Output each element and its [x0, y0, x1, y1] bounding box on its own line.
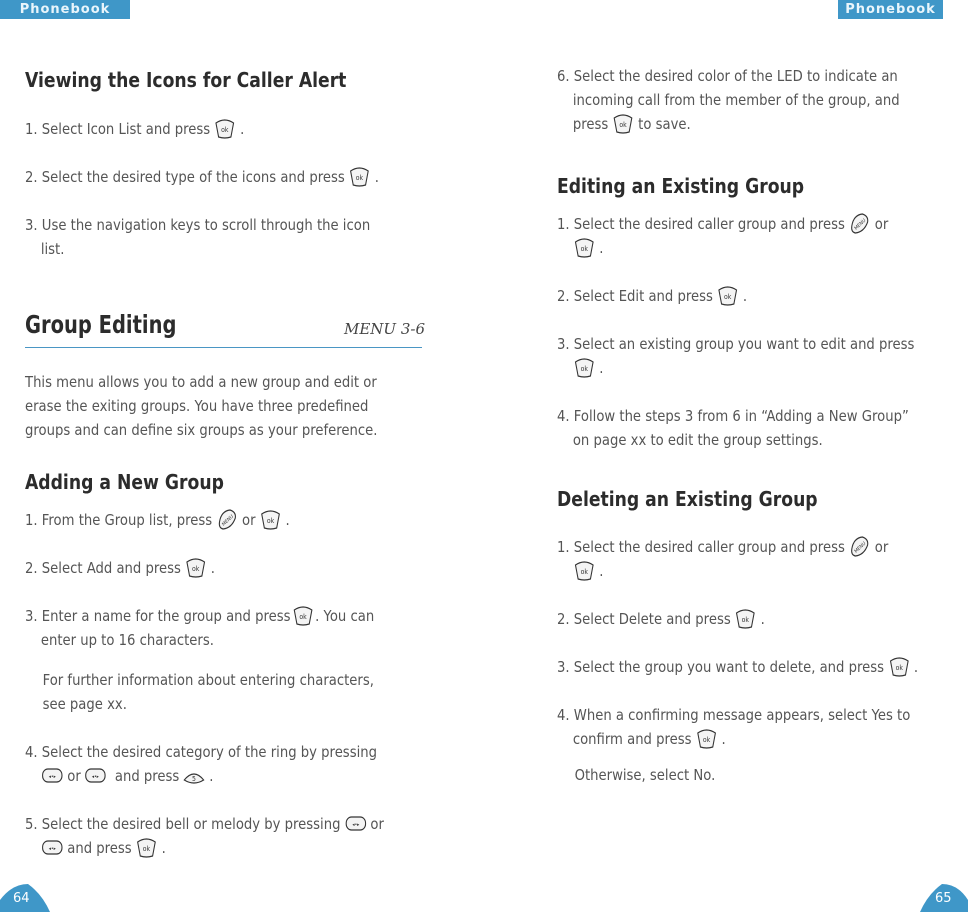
adding-group-heading: Adding a New Group [25, 470, 224, 494]
section-tab-right: Phonebook [838, 0, 943, 19]
viewing-step-2: 2. Select the desired type of the icons and press . [25, 165, 379, 189]
ok-key-icon [734, 607, 757, 629]
adding-step-4: 4. Select the desired category of the ring by pressing or and press . [25, 743, 377, 785]
group-editing-heading: Group Editing [25, 310, 177, 339]
editing-step-3: 3. Select an existing group you want to edit and press . [557, 335, 915, 377]
ok-key-icon [573, 236, 596, 258]
deleting-step-1: 1. Select the desired caller group and press or . [557, 535, 888, 583]
group-editing-intro: This menu allows you to add a new group and edit or erase the exiting groups. You have three predefined groups and can define six groups as your preference. [25, 373, 378, 439]
editing-group-heading: Editing an Existing Group [557, 174, 805, 198]
viewing-icons-heading: Viewing the Icons for Caller Alert [25, 68, 347, 92]
left-soft-key-icon [41, 764, 64, 786]
five-key-icon [183, 764, 206, 786]
section-divider [25, 347, 422, 348]
editing-step-1: 1. Select the desired caller group and press or . [557, 212, 888, 260]
ok-key-icon [695, 727, 718, 749]
section-tab-left: Phonebook [0, 0, 130, 19]
adding-step-2: 2. Select Add and press . [25, 556, 215, 580]
menu-key-icon [848, 212, 871, 234]
ok-key-icon [259, 508, 282, 530]
editing-step-2: 2. Select Edit and press . [557, 284, 747, 308]
viewing-step-3: 3. Use the navigation keys to scroll through the icon list. [25, 216, 371, 258]
adding-note: For further information about entering characters, see page xx. [42, 671, 374, 713]
ok-key-icon [184, 556, 207, 578]
deleting-step-3: 3. Select the group you want to delete, and press . [557, 655, 918, 679]
ok-key-icon [348, 165, 371, 187]
ok-key-icon [135, 836, 158, 858]
menu-key-icon [848, 535, 871, 557]
editing-step-4: 4. Follow the steps 3 from 6 in “Adding a New Group” on page xx to edit the group settings. [557, 407, 909, 449]
adding-step-5: 5. Select the desired bell or melody by pressing or and press . [25, 812, 384, 860]
ok-key-icon [716, 284, 739, 306]
deleting-step-4: 4. When a confirming message appears, select Yes to confirm and press . [557, 706, 911, 748]
ok-key-icon [573, 559, 596, 581]
deleting-otherwise: Otherwise, select No. [574, 766, 716, 784]
right-soft-key-icon [41, 836, 64, 858]
adding-step-1: 1. From the Group list, press or . [25, 508, 290, 532]
ok-key-icon [888, 655, 911, 677]
ok-key-icon [612, 112, 635, 134]
page-number-right: 65 [920, 880, 968, 912]
adding-step-6: 6. Select the desired color of the LED to indicate an incoming call from the member of the group, and press to save. [557, 67, 900, 133]
ok-key-icon [214, 117, 237, 139]
menu-reference: MENU 3-6 [344, 320, 425, 338]
right-soft-key-icon [84, 764, 107, 786]
ok-key-icon [573, 356, 596, 378]
adding-step-3: 3. Enter a name for the group and press . You can enter up to 16 characters. [25, 604, 374, 652]
deleting-step-2: 2. Select Delete and press . [557, 607, 765, 631]
page-number-left: 64 [0, 880, 50, 912]
ok-key-icon [291, 604, 314, 626]
menu-key-icon [216, 508, 239, 530]
viewing-step-1: 1. Select Icon List and press . [25, 117, 244, 141]
deleting-group-heading: Deleting an Existing Group [557, 487, 818, 511]
left-soft-key-icon [344, 812, 367, 834]
